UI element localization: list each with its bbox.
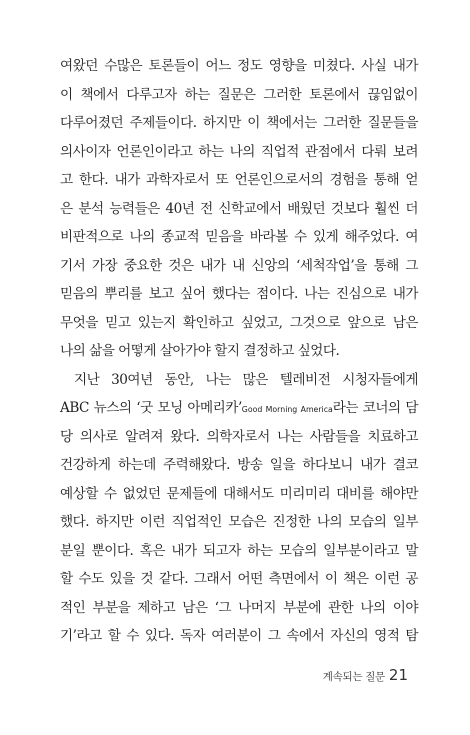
text-line: 은 분석 능력들은 40년 전 신학교에서 배웠던 것보다 훨씬 더 [60, 200, 418, 217]
text-line: 이 책에서 다루고자 하는 질문은 그러한 토론에서 끊임없이 [60, 86, 418, 103]
text-line: 믿음의 뿌리를 보고 싶어 했다는 점이다. 나는 진심으로 내가 [60, 286, 418, 302]
text-line: 할 수도 있을 것 같다. 그래서 어떤 측면에서 이 책은 이런 공 [60, 571, 418, 587]
text-line-with-english [60, 394, 418, 423]
text-segment: 라는 코너의 담 [332, 400, 419, 416]
text-line: 다루어졌던 주제들이다. 하지만 이 책에서는 그러한 질문들을 [60, 115, 418, 131]
text-line: 예상할 수 없었던 문제들에 대해서도 미리미리 대비를 해야만 [60, 485, 418, 502]
text-line: 고 한다. 내가 과학자로서 또 언론인으로서의 경험을 통해 얻 [60, 172, 418, 188]
text-line: 기서 가장 중요한 것은 내가 내 신앙의 ‘세척작업’을 통해 그 [60, 257, 418, 274]
text-line: 지난 30여년 동안, 나는 많은 텔레비전 시청자들에게 [74, 371, 418, 388]
text-line: 의사이자 언론인이라고 하는 나의 직업적 관점에서 다뤄 보려 [60, 143, 418, 160]
page-footer [323, 665, 408, 684]
text-line: 비판적으로 나의 종교적 믿음을 바라볼 수 있게 해주었다. 여 [60, 229, 418, 245]
page-body [60, 52, 418, 651]
page-number: 21 [388, 666, 408, 684]
text-line: 분일 뿐이다. 혹은 내가 되고자 하는 모습의 일부분이라고 말 [60, 542, 418, 559]
text-line: 당 의사로 알려져 왔다. 의학자로서 나는 사람들을 치료하고 [60, 428, 418, 445]
text-line: 나의 삶을 어떻게 살아가야 할지 결정하고 싶었다. [60, 343, 340, 359]
text-segment: ABC 뉴스의 ‘굿 모닝 아메리카’ [60, 400, 242, 416]
text-line: 했다. 하지만 이런 직업적인 모습은 진정한 나의 모습의 일부 [60, 514, 418, 530]
text-line: 건강하게 하는데 주력해왔다. 방송 일을 하다보니 내가 결코 [60, 457, 418, 473]
text-line: 적인 부분을 제하고 남은 ‘그 나머지 부분에 관한 나의 이야 [60, 599, 418, 616]
text-line: 무엇을 믿고 있는지 확인하고 싶었고, 그것으로 앞으로 남은 [60, 314, 418, 331]
running-chapter-title: 계속되는 질문 [322, 671, 385, 683]
english-program-name: Good Morning America [241, 405, 333, 414]
text-line: 여왔던 수많은 토론들이 어느 정도 영향을 미쳤다. 사실 내가 [60, 58, 418, 74]
text-line: 기’라고 할 수 있다. 독자 여러분이 그 속에서 자신의 영적 탐 [60, 628, 418, 644]
